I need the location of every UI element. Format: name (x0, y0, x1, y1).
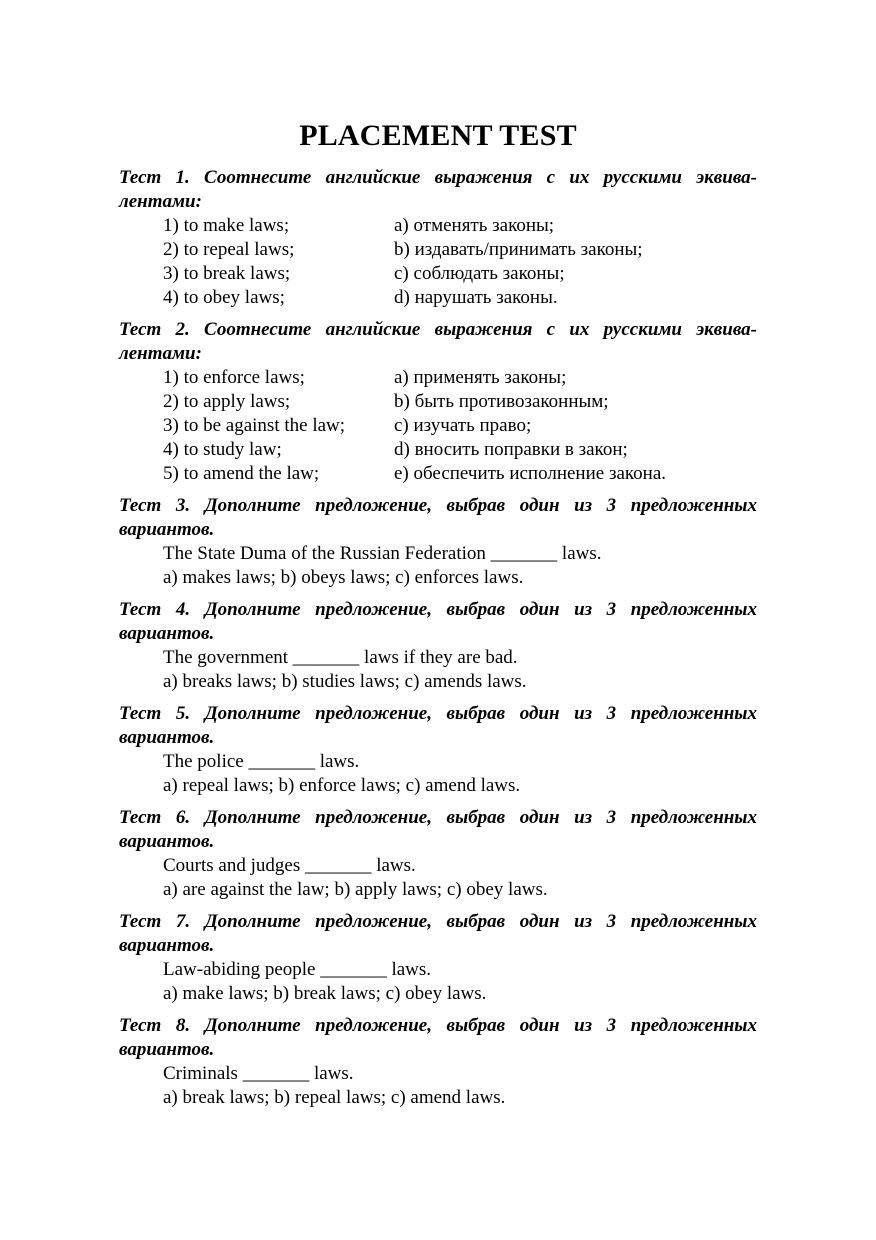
test-heading: Тест 3. Дополните предложение, выбрав один из 3 предложенных вариантов. (119, 495, 757, 540)
test-heading: Тест 5. Дополните предложение, выбрав один из 3 предложенных вариантов. (119, 703, 757, 748)
test-options: a) break laws; b) repeal laws; c) amend laws. (163, 1087, 506, 1108)
matching-list (119, 366, 757, 486)
english-term: 4) to study law; (163, 439, 282, 460)
test-sentence: Criminals _______ laws. (163, 1063, 354, 1084)
russian-term: e) обеспечить исполнение закона. (394, 463, 667, 484)
test-heading: Тест 4. Дополните предложение, выбрав один из 3 предложенных вариантов. (119, 599, 757, 644)
test-heading: Тест 6. Дополните предложение, выбрав один из 3 предложенных вариантов. (119, 807, 757, 852)
test-sentence: Law-abiding people _______ laws. (163, 959, 432, 980)
test-sentence: The State Duma of the Russian Federation _______ laws. (163, 543, 602, 564)
english-term: 2) to repeal laws; (163, 239, 295, 260)
matching-row (119, 438, 757, 462)
test-2-section (119, 318, 757, 486)
test-options: a) make laws; b) break laws; c) obey laws. (163, 983, 487, 1004)
test-options: a) breaks laws; b) studies laws; c) amends laws. (163, 671, 527, 692)
russian-term: a) отменять законы; (394, 215, 555, 236)
matching-row (119, 366, 757, 390)
test-heading: Тест 7. Дополните предложение, выбрав один из 3 предложенных вариантов. (119, 911, 757, 956)
test-1-section (119, 166, 757, 310)
test-8-section (119, 1014, 757, 1110)
english-term: 3) to be against the law; (163, 415, 346, 436)
test-heading: Тест 8. Дополните предложение, выбрав один из 3 предложенных вариантов. (119, 1015, 757, 1060)
test-options: a) repeal laws; b) enforce laws; c) amend laws. (163, 775, 521, 796)
test-3-section (119, 494, 757, 590)
test-sentence: The police _______ laws. (163, 751, 360, 772)
matching-list (119, 214, 757, 310)
russian-term: b) быть противозаконным; (394, 391, 609, 412)
english-term: 3) to break laws; (163, 263, 291, 284)
matching-row (119, 238, 757, 262)
test-sentence: Courts and judges _______ laws. (163, 855, 416, 876)
matching-row (119, 286, 757, 310)
matching-row (119, 262, 757, 286)
test-heading: Тест 1. Соотнесите английские выражения с их русскими эквива-лентами: (119, 167, 757, 212)
russian-term: d) нарушать законы. (394, 287, 558, 308)
page-title: PLACEMENT TEST (299, 119, 577, 152)
english-term: 1) to enforce laws; (163, 367, 305, 388)
russian-term: b) издавать/принимать законы; (394, 239, 643, 260)
matching-row (119, 214, 757, 238)
russian-term: c) соблюдать законы; (394, 263, 565, 284)
test-heading: Тест 2. Соотнесите английские выражения с их русскими эквива-лентами: (119, 319, 757, 364)
document-page (119, 118, 757, 1118)
test-6-section (119, 806, 757, 902)
matching-row (119, 462, 757, 486)
test-options: a) makes laws; b) obeys laws; c) enforces laws. (163, 567, 524, 588)
english-term: 5) to amend the law; (163, 463, 320, 484)
russian-term: d) вносить поправки в закон; (394, 439, 628, 460)
test-options: a) are against the law; b) apply laws; c) obey laws. (163, 879, 548, 900)
matching-row (119, 414, 757, 438)
english-term: 4) to obey laws; (163, 287, 285, 308)
test-5-section (119, 702, 757, 798)
test-4-section (119, 598, 757, 694)
russian-term: c) изучать право; (394, 415, 532, 436)
russian-term: a) применять законы; (394, 367, 567, 388)
english-term: 2) to apply laws; (163, 391, 291, 412)
english-term: 1) to make laws; (163, 215, 290, 236)
test-7-section (119, 910, 757, 1006)
matching-row (119, 390, 757, 414)
test-sentence: The government _______ laws if they are bad. (163, 647, 518, 668)
